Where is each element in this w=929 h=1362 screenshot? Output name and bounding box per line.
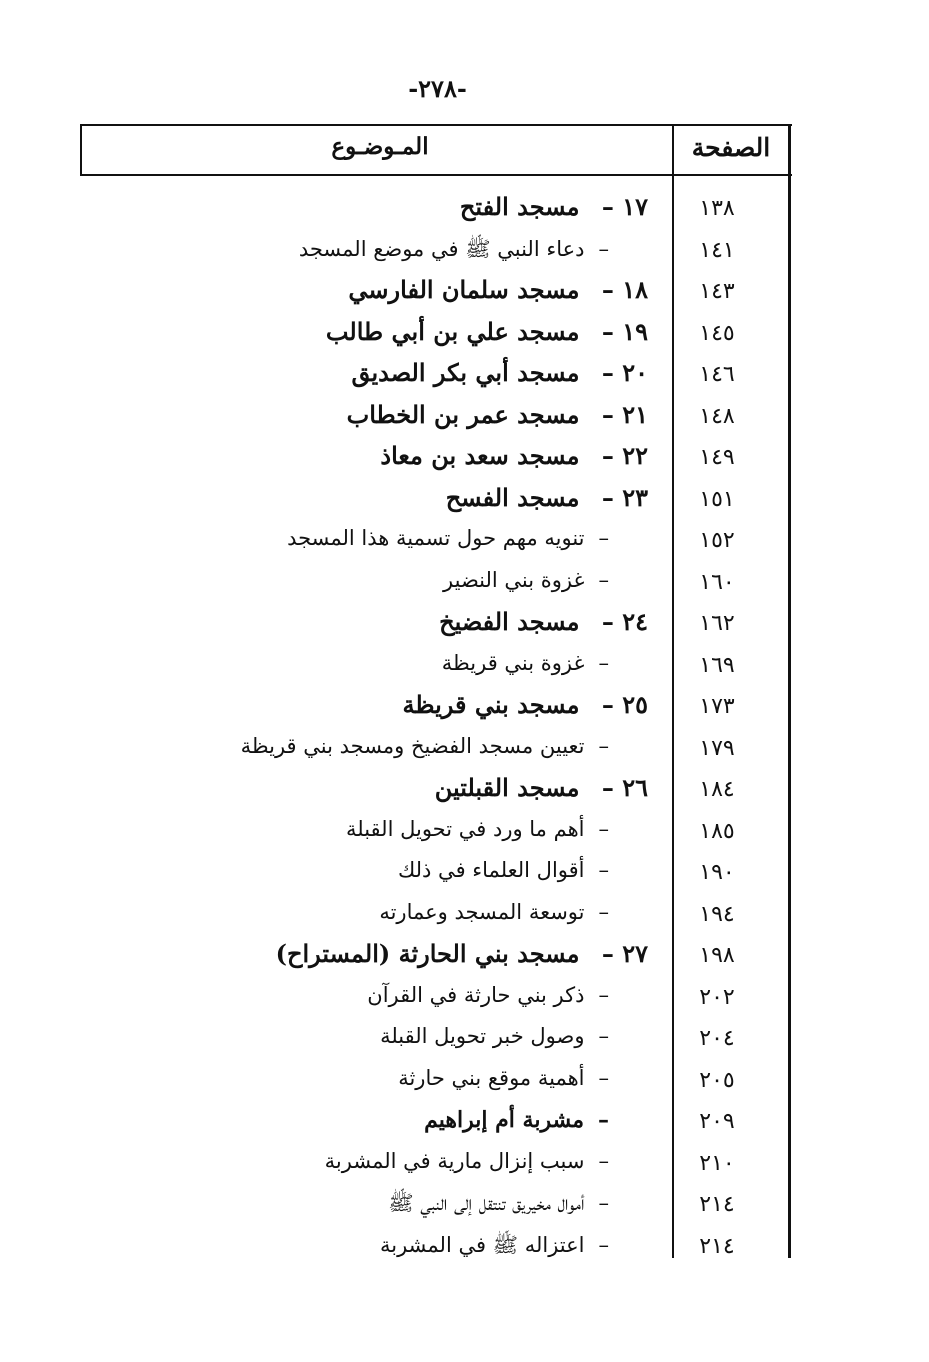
toc-page-number: ١٧٩ [699,735,735,761]
toc-page-number: ١٦٩ [699,652,735,678]
toc-row [0,688,929,728]
toc-row [0,315,929,355]
toc-page-number: ٢١٤ [699,1233,735,1259]
entry-dash: – [598,816,609,841]
toc-sub-entry [388,1190,609,1221]
entry-title: أهمية موقع بني حارثة [398,1065,585,1090]
entry-dash: – [598,1107,609,1133]
header-page-column: الصفحة [691,133,771,162]
toc-sub-entry [379,900,609,924]
toc-row [0,771,929,811]
entry-title: غزوة بني النضير [443,567,585,592]
toc-page-number: ١٦٠ [699,569,735,595]
entry-dash: – [601,358,614,387]
toc-page-number: ٢١٤ [699,1192,735,1217]
entry-dash: – [598,1024,609,1048]
entry-dash: – [598,982,609,1007]
toc-sub-entry [380,1232,609,1263]
toc-main-entry [446,483,648,512]
entry-title: أموال مخيريق تنتقل إلى النبي ﷺ [388,1191,585,1215]
toc-main-entry [435,773,648,802]
toc-row [0,896,929,936]
entry-dash: – [601,192,614,221]
entry-dash: – [598,567,609,592]
entry-title: مسجد أبي بكر الصديق [351,358,580,387]
toc-row [0,522,929,562]
entry-title: دعاء النبي ﷺ في موضع المسجد [298,236,585,261]
entry-number: ٢٤ [622,607,648,636]
toc-page-number: ١٥١ [699,486,735,512]
entry-dash: – [598,899,609,924]
entry-title: مسجد الفضيخ [439,607,580,636]
toc-row [0,1186,929,1226]
toc-row [0,1020,929,1060]
toc-sub-entry [325,1149,609,1173]
toc-page-number: ٢٠٢ [699,984,735,1010]
toc-page-number: ١٤١ [699,237,735,263]
toc-row [0,730,929,770]
entry-number: ٢٢ [622,441,648,470]
entry-dash: – [601,275,614,304]
toc-page-number: ١٤٨ [699,403,735,429]
entry-title: تعيين مسجد الفضيخ ومسجد بني قريظة [240,733,585,758]
entry-title: توسعة المسجد وعمارته [379,899,585,924]
entry-title: مسجد الفسح [445,482,580,512]
toc-page-number: ٢٠٤ [699,1026,735,1051]
entry-number: ٢٠ [622,358,648,387]
entry-title: غزوة بني قريظة [441,650,585,675]
entry-dash: – [601,441,614,470]
toc-sub-entry [287,526,609,550]
entry-number: ٢١ [622,399,648,429]
entry-dash: – [598,858,609,882]
toc-row [0,605,929,645]
toc-sub-entry [299,236,609,267]
entry-dash: – [601,316,614,346]
entry-title: أقوال العلماء في ذلك [397,858,585,882]
toc-row [0,356,929,396]
toc-row [0,937,929,977]
toc-row [0,854,929,894]
entry-dash: – [598,526,609,550]
entry-title: مسجد الفتح [459,192,580,221]
toc-row [0,1228,929,1268]
toc-row [0,1103,929,1143]
table-top-border [80,124,792,126]
toc-main-entry [326,317,648,346]
toc-page-number: ١٣٨ [699,196,735,221]
toc-page-number: ٢١٠ [699,1150,735,1176]
header-bottom-border [80,174,792,176]
entry-dash: – [601,482,614,512]
toc-main-entry [351,358,648,387]
entry-title: مسجد سلمان الفارسي [348,275,580,304]
header-topic-column: المـوضـوع [331,133,429,160]
toc-sub-entry [442,651,609,675]
toc-page-number: ١٧٣ [699,694,735,719]
toc-page-number: ١٤٦ [699,362,735,387]
toc-row [0,979,929,1019]
toc-row [0,232,929,272]
entry-dash: – [598,1065,609,1090]
toc-row [0,647,929,687]
entry-dash: – [598,650,609,675]
toc-main-entry [348,275,648,304]
entry-title: ذكر بني حارثة في القرآن [367,982,585,1007]
entry-number: ١٨ [622,275,648,304]
entry-dash: – [598,236,609,261]
entry-dash: – [598,1232,609,1257]
toc-row [0,398,929,438]
entry-title: وصول خبر تحويل القبلة [380,1024,585,1048]
entry-dash: – [598,733,609,758]
toc-main-entry [276,939,648,968]
page-number: -٢٧٨- [408,74,467,103]
entry-dash: – [601,690,614,719]
entry-title: مسجد سعد بن معاذ [380,441,580,470]
toc-sub-entry [443,568,609,592]
entry-title: مسجد بني قريظة [402,690,580,719]
entry-title: مسجد عمر بن الخطاب [346,399,580,429]
toc-page-number: ١٥٢ [699,528,735,553]
toc-sub-entry [398,858,609,882]
entry-title: مسجد القبلتين [434,773,580,802]
entry-number: ١٩ [622,316,648,346]
entry-dash: – [601,773,614,802]
entry-title: مسجد علي بن أبي طالب [325,316,580,346]
toc-page-number: ١٤٩ [699,445,735,470]
toc-sub-entry [380,1024,609,1048]
entry-title: اعتزاله ﷺ في المشربة [379,1232,585,1257]
entry-dash: – [598,1191,609,1215]
toc-page-number: ١٦٢ [699,611,735,636]
toc-sub-entry [424,1107,609,1133]
toc-page-number: ٢٠٩ [699,1109,735,1134]
toc-page-number: ٢٠٥ [699,1067,735,1093]
toc-main-entry [403,690,648,719]
toc-page-number: ١٨٥ [699,818,735,844]
entry-title: مشربة أم إبراهيم [424,1107,584,1133]
toc-page-number: ١٤٣ [699,279,735,304]
toc-main-entry [380,441,648,470]
entry-dash: – [598,1148,609,1173]
toc-row [0,273,929,313]
entry-number: ١٧ [622,192,648,221]
entry-title: تنويه مهم حول تسمية هذا المسجد [287,526,585,550]
toc-sub-entry [398,1066,609,1090]
toc-page-number: ١٩٤ [699,901,735,927]
toc-page-number: ١٩٨ [699,943,735,968]
toc-sub-entry [367,983,609,1007]
entry-number: ٢٧ [622,939,648,968]
toc-row [0,1062,929,1102]
entry-title: سبب إنزال مارية في المشربة [324,1148,585,1173]
toc-main-entry [439,607,648,636]
table-left-border [80,124,82,176]
toc-row [0,190,929,230]
entry-number: ٢٣ [622,482,648,512]
toc-page-number: ١٤٥ [699,320,735,346]
entry-dash: – [601,939,614,968]
toc-page-number: ١٩٠ [699,860,735,885]
toc-row [0,813,929,853]
toc-page-number: ١٨٤ [699,777,735,802]
toc-main-entry [347,400,648,429]
entry-dash: – [601,399,614,429]
toc-main-entry [460,192,648,221]
toc-row [0,564,929,604]
entry-title: أهم ما ورد في تحويل القبلة [346,816,585,841]
entry-dash: – [601,607,614,636]
entry-number: ٢٦ [622,773,648,802]
toc-sub-entry [346,817,609,841]
toc-row [0,1145,929,1185]
toc-sub-entry [241,734,609,758]
entry-number: ٢٥ [622,690,648,719]
toc-row [0,481,929,521]
entry-title: مسجد بني الحارثة (المستراح) [275,939,580,968]
toc-row [0,439,929,479]
